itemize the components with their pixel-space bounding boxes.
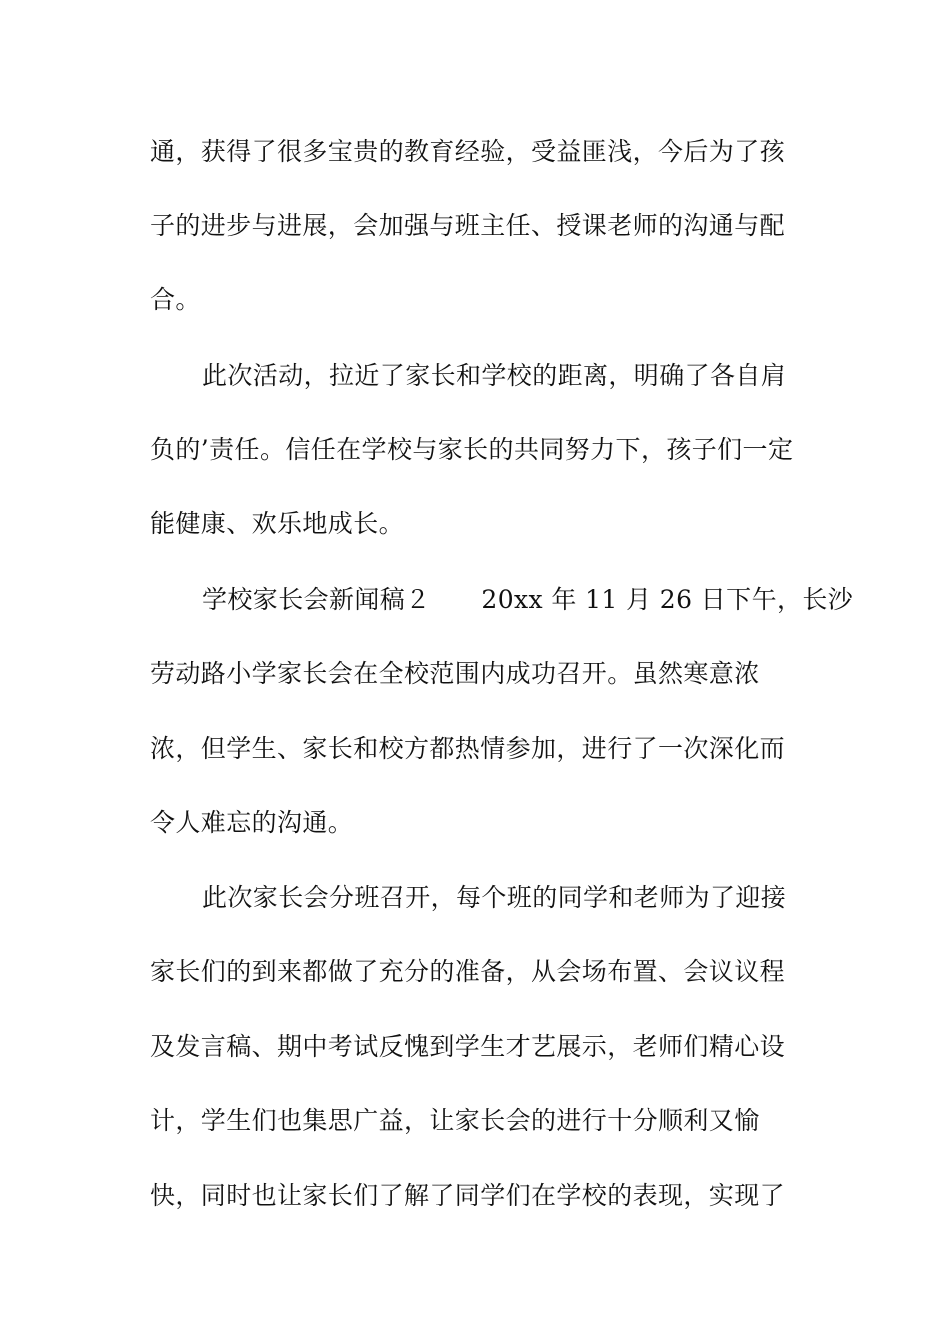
- paragraph-start-line: 学校家长会新闻稿２ 20xx 年 11 月 26 日下午，长沙: [202, 585, 854, 614]
- text-line: 子的进步与进展，会加强与班主任、授课老师的沟通与配: [150, 211, 786, 240]
- paragraph-start-line: 此次家长会分班召开，每个班的同学和老师为了迎接: [202, 883, 787, 912]
- text-line: 及发言稿、期中考试反愧到学生才艺展示，老师们精心设: [150, 1032, 786, 1061]
- text-line: 浓，但学生、家长和校方都热情参加，进行了一次深化而: [150, 734, 786, 763]
- text-line: 家长们的到来都做了充分的准备，从会场布置、会议议程: [150, 957, 786, 986]
- text-line: 快，同时也让家长们了解了同学们在学校的表现，实现了: [150, 1181, 786, 1210]
- text-line: 合。: [150, 285, 201, 314]
- text-line: 通，获得了很多宝贵的教育经验，受益匪浅，今后为了孩: [150, 137, 786, 166]
- paragraph-start-line: 此次活动，拉近了家长和学校的距离，明确了各自肩: [202, 361, 787, 390]
- text-line: 劳动路小学家长会在全校范围内成功召开。虽然寒意浓: [150, 659, 760, 688]
- text-line: 令人难忘的沟通。: [150, 808, 354, 837]
- text-line: 计，学生们也集思广益，让家长会的进行十分顺利又愉: [150, 1106, 760, 1135]
- text-line: 能健康、欢乐地成长。: [150, 509, 405, 538]
- text-line: 负的’责任。信任在学校与家长的共同努力下，孩子们一定: [150, 435, 794, 464]
